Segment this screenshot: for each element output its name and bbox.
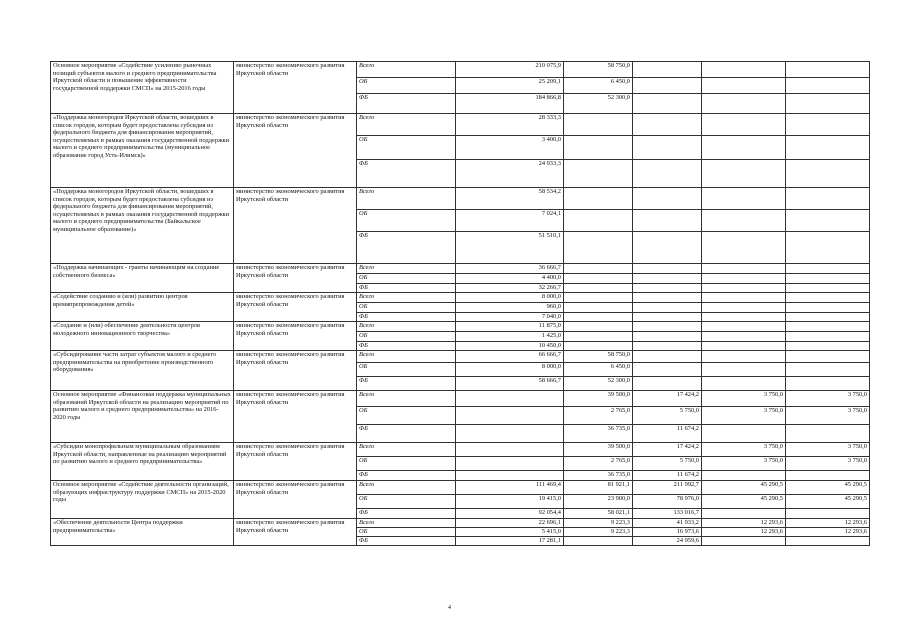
funding-source-label: ОБ [357, 78, 456, 94]
executor-name: министерство экономического развития Иркутской области [234, 188, 357, 264]
amount-cell [786, 274, 870, 284]
executor-name: министерство экономического развития Иркутской области [234, 519, 357, 546]
executor-name: министерство экономического развития Иркутской области [234, 62, 357, 114]
amount-cell: 45 290,5 [702, 481, 786, 495]
amount-cell: 111 469,4 [456, 481, 564, 495]
funding-source-label: Всего [357, 443, 456, 457]
funding-source-label: ФБ [357, 509, 456, 519]
amount-cell: 92 054,4 [456, 509, 564, 519]
amount-cell [633, 322, 702, 332]
amount-cell: 58 021,1 [564, 509, 633, 519]
amount-cell [786, 94, 870, 114]
amount-cell: 25 209,1 [456, 78, 564, 94]
amount-cell [702, 377, 786, 391]
activity-name: «Поддержка моногородов Иркутской области, вошедших в список городов, которым будет предоставлена субсидия из федерального бюджета для финансирования мероприятий, осуществляемых в рамках оказания государственной поддержки малого и среднего предпринимательства (Байкальское муниципальное образование)» [51, 188, 234, 264]
amount-cell [702, 332, 786, 342]
executor-name: министерство экономического развития Иркутской области [234, 443, 357, 481]
amount-cell: 6 450,0 [564, 363, 633, 377]
amount-cell [786, 284, 870, 293]
amount-cell [702, 210, 786, 232]
amount-cell [786, 160, 870, 188]
amount-cell [564, 232, 633, 264]
amount-cell: 211 992,7 [633, 481, 702, 495]
funding-source-label: ФБ [357, 94, 456, 114]
amount-cell: 4 400,0 [456, 274, 564, 284]
amount-cell: 5 415,0 [456, 528, 564, 537]
amount-cell: 66 666,7 [456, 351, 564, 363]
amount-cell: 8 000,0 [456, 293, 564, 303]
amount-cell: 11 674,2 [633, 425, 702, 443]
amount-cell [633, 160, 702, 188]
executor-name: министерство экономического развития Иркутской области [234, 322, 357, 351]
table-row [51, 114, 870, 136]
executor-name: министерство экономического развития Иркутской области [234, 264, 357, 293]
funding-source-label: ФБ [357, 377, 456, 391]
amount-cell: 17 424,2 [633, 391, 702, 407]
amount-cell [786, 537, 870, 546]
amount-cell: 3 750,0 [702, 391, 786, 407]
amount-cell [633, 293, 702, 303]
amount-cell: 78 976,0 [633, 495, 702, 509]
amount-cell [786, 313, 870, 322]
amount-cell: 17 281,1 [456, 537, 564, 546]
amount-cell [786, 232, 870, 264]
amount-cell: 17 424,2 [633, 443, 702, 457]
amount-cell [786, 471, 870, 481]
amount-cell [564, 293, 633, 303]
amount-cell: 184 866,8 [456, 94, 564, 114]
funding-source-label: ОБ [357, 274, 456, 284]
amount-cell: 3 750,0 [786, 391, 870, 407]
amount-cell: 133 016,7 [633, 509, 702, 519]
amount-cell [456, 407, 564, 425]
funding-source-label: Всего [357, 188, 456, 210]
amount-cell [702, 274, 786, 284]
amount-cell [786, 342, 870, 351]
amount-cell [702, 232, 786, 264]
funding-source-label: Всего [357, 62, 456, 78]
amount-cell: 58 666,7 [456, 377, 564, 391]
executor-name: министерство экономического развития Иркутской области [234, 481, 357, 519]
amount-cell [702, 313, 786, 322]
amount-cell: 22 696,1 [456, 519, 564, 528]
funding-source-label: ОБ [357, 303, 456, 313]
amount-cell: 6 450,0 [564, 78, 633, 94]
amount-cell [702, 284, 786, 293]
amount-cell: 24 933,3 [456, 160, 564, 188]
amount-cell: 12 293,6 [786, 528, 870, 537]
amount-cell [633, 210, 702, 232]
activity-name: «Субсидирование части затрат субъектов малого и среднего предпринимательства на приобретение производственного оборудования» [51, 351, 234, 391]
table-row [51, 443, 870, 457]
activity-name: Основное мероприятие «Содействие усилению рыночных позиций субъектов малого и среднего предпринимательства Иркутской области и повышение эффективности государственной поддержки СМСП» на 2015-2016 годы [51, 62, 234, 114]
table-row [51, 322, 870, 332]
funding-source-label: ФБ [357, 537, 456, 546]
amount-cell [564, 313, 633, 322]
funding-source-label: Всего [357, 391, 456, 407]
amount-cell: 2 765,0 [564, 407, 633, 425]
funding-source-label: Всего [357, 293, 456, 303]
funding-source-label: ОБ [357, 210, 456, 232]
amount-cell [564, 114, 633, 136]
amount-cell [786, 303, 870, 313]
amount-cell [702, 264, 786, 274]
funding-source-label: ОБ [357, 136, 456, 160]
amount-cell [564, 342, 633, 351]
amount-cell: 36 666,7 [456, 264, 564, 274]
amount-cell: 7 040,0 [456, 313, 564, 322]
funding-source-label: ОБ [357, 363, 456, 377]
amount-cell [786, 351, 870, 363]
amount-cell [702, 471, 786, 481]
amount-cell [633, 363, 702, 377]
amount-cell [786, 136, 870, 160]
amount-cell [786, 210, 870, 232]
amount-cell [702, 94, 786, 114]
amount-cell [633, 264, 702, 274]
amount-cell [456, 443, 564, 457]
amount-cell: 3 750,0 [786, 443, 870, 457]
amount-cell [702, 303, 786, 313]
funding-source-label: ОБ [357, 457, 456, 471]
executor-name: министерство экономического развития Иркутской области [234, 293, 357, 322]
amount-cell [786, 62, 870, 78]
funding-source-label: ФБ [357, 425, 456, 443]
table-row [51, 188, 870, 210]
amount-cell [456, 471, 564, 481]
amount-cell [564, 160, 633, 188]
amount-cell: 16 973,6 [633, 528, 702, 537]
amount-cell: 10 450,0 [456, 342, 564, 351]
amount-cell [633, 188, 702, 210]
amount-cell: 210 075,9 [456, 62, 564, 78]
amount-cell [786, 188, 870, 210]
amount-cell [786, 509, 870, 519]
funding-source-label: Всего [357, 519, 456, 528]
amount-cell [702, 160, 786, 188]
amount-cell: 9 223,3 [564, 519, 633, 528]
amount-cell [633, 62, 702, 78]
amount-cell [702, 114, 786, 136]
amount-cell [786, 264, 870, 274]
amount-cell [702, 293, 786, 303]
amount-cell: 3 750,0 [786, 407, 870, 425]
amount-cell: 3 750,0 [786, 457, 870, 471]
amount-cell [633, 351, 702, 363]
amount-cell: 58 750,0 [564, 62, 633, 78]
funding-source-label: ОБ [357, 332, 456, 342]
amount-cell [633, 94, 702, 114]
amount-cell [633, 78, 702, 94]
amount-cell [702, 62, 786, 78]
executor-name: министерство экономического развития Иркутской области [234, 391, 357, 443]
amount-cell: 28 333,3 [456, 114, 564, 136]
amount-cell [633, 114, 702, 136]
table-row [51, 264, 870, 274]
funding-source-label: ОБ [357, 528, 456, 537]
funding-source-label: ФБ [357, 284, 456, 293]
amount-cell: 3 750,0 [702, 443, 786, 457]
amount-cell [702, 322, 786, 332]
amount-cell: 8 000,0 [456, 363, 564, 377]
funding-source-label: ФБ [357, 160, 456, 188]
activity-name: «Поддержка моногородов Иркутской области, вошедших в список городов, которым будет предоставлена субсидия из федерального бюджета для финансирования мероприятий, осуществляемых в рамках оказания государственной поддержки малого и среднего предпринимательства (муниципальное образование город Усть-Илимск)» [51, 114, 234, 188]
amount-cell [702, 342, 786, 351]
amount-cell: 19 415,0 [456, 495, 564, 509]
funding-source-label: Всего [357, 264, 456, 274]
funding-source-label: Всего [357, 351, 456, 363]
amount-cell: 52 300,0 [564, 377, 633, 391]
amount-cell [786, 332, 870, 342]
amount-cell: 1 425,0 [456, 332, 564, 342]
amount-cell: 12 293,6 [786, 519, 870, 528]
amount-cell [633, 303, 702, 313]
amount-cell: 58 750,0 [564, 351, 633, 363]
amount-cell: 36 735,0 [564, 425, 633, 443]
table-row [51, 481, 870, 495]
amount-cell: 3 750,0 [702, 457, 786, 471]
amount-cell [702, 425, 786, 443]
activity-name: Основное мероприятие «Финансовая поддержка муниципальных образований Иркутской области на реализацию мероприятий по развитию малого и среднего предпринимательства» на 2016-2020 годы [51, 391, 234, 443]
table-row [51, 519, 870, 528]
amount-cell [564, 284, 633, 293]
amount-cell: 3 400,0 [456, 136, 564, 160]
amount-cell: 11 674,2 [633, 471, 702, 481]
amount-cell [633, 284, 702, 293]
amount-cell: 11 875,0 [456, 322, 564, 332]
activity-name: Основное мероприятие «Содействие деятельности организаций, образующих инфраструктуру поддержки СМСП» на 2015-2020 годы [51, 481, 234, 519]
amount-cell [633, 274, 702, 284]
activity-name: «Субсидии монопрофильным муниципальным образованиям Иркутской области, направленные на реализацию мероприятий по развитию малого и среднего предпринимательства» [51, 443, 234, 481]
amount-cell [633, 232, 702, 264]
amount-cell: 81 921,1 [564, 481, 633, 495]
funding-source-label: Всего [357, 114, 456, 136]
amount-cell [786, 78, 870, 94]
amount-cell [633, 332, 702, 342]
table-row [51, 391, 870, 407]
amount-cell: 5 750,0 [633, 457, 702, 471]
executor-name: министерство экономического развития Иркутской области [234, 114, 357, 188]
amount-cell [456, 425, 564, 443]
amount-cell [786, 114, 870, 136]
budget-table-body [51, 62, 870, 546]
amount-cell [702, 78, 786, 94]
amount-cell: 41 933,2 [633, 519, 702, 528]
amount-cell [564, 264, 633, 274]
amount-cell [633, 313, 702, 322]
funding-source-label: ФБ [357, 232, 456, 264]
funding-source-label: ФБ [357, 313, 456, 322]
amount-cell [786, 425, 870, 443]
amount-cell [786, 377, 870, 391]
amount-cell: 2 765,0 [564, 457, 633, 471]
amount-cell: 24 959,6 [633, 537, 702, 546]
amount-cell [564, 274, 633, 284]
amount-cell: 960,0 [456, 303, 564, 313]
amount-cell: 5 750,0 [633, 407, 702, 425]
amount-cell: 45 290,5 [786, 495, 870, 509]
budget-table [50, 61, 870, 546]
amount-cell: 3 750,0 [702, 407, 786, 425]
table-row [51, 62, 870, 78]
amount-cell [702, 509, 786, 519]
amount-cell: 9 223,3 [564, 528, 633, 537]
amount-cell [633, 342, 702, 351]
executor-name: министерство экономического развития Иркутской области [234, 351, 357, 391]
amount-cell [786, 363, 870, 377]
funding-source-label: ФБ [357, 342, 456, 351]
amount-cell [564, 136, 633, 160]
amount-cell [702, 351, 786, 363]
amount-cell: 12 293,6 [702, 519, 786, 528]
funding-source-label: ОБ [357, 495, 456, 509]
amount-cell: 58 534,2 [456, 188, 564, 210]
amount-cell [564, 322, 633, 332]
funding-source-label: Всего [357, 481, 456, 495]
amount-cell: 23 900,0 [564, 495, 633, 509]
amount-cell [702, 537, 786, 546]
amount-cell: 32 266,7 [456, 284, 564, 293]
table-row [51, 293, 870, 303]
amount-cell [456, 391, 564, 407]
amount-cell [702, 136, 786, 160]
page-number: 4 [448, 605, 451, 611]
activity-name: «Поддержка начинающих - гранты начинающим на создание собственного бизнеса» [51, 264, 234, 293]
amount-cell [702, 363, 786, 377]
amount-cell [633, 377, 702, 391]
funding-source-label: ОБ [357, 407, 456, 425]
table-row [51, 351, 870, 363]
amount-cell [564, 303, 633, 313]
amount-cell: 39 500,0 [564, 391, 633, 407]
amount-cell: 45 290,5 [786, 481, 870, 495]
amount-cell [702, 188, 786, 210]
amount-cell [564, 210, 633, 232]
amount-cell: 36 735,0 [564, 471, 633, 481]
funding-source-label: Всего [357, 322, 456, 332]
amount-cell: 45 290,5 [702, 495, 786, 509]
amount-cell: 52 300,0 [564, 94, 633, 114]
activity-name: «Обеспечение деятельности Центра поддержки предпринимательства» [51, 519, 234, 546]
amount-cell [564, 537, 633, 546]
amount-cell [786, 293, 870, 303]
activity-name: «Содействие созданию и (или) развитию центров времяпрепровождения детей» [51, 293, 234, 322]
amount-cell [564, 332, 633, 342]
amount-cell [456, 457, 564, 471]
amount-cell: 51 510,1 [456, 232, 564, 264]
amount-cell: 7 024,1 [456, 210, 564, 232]
amount-cell [786, 322, 870, 332]
amount-cell: 39 500,0 [564, 443, 633, 457]
activity-name: «Создание и (или) обеспечение деятельности центров молодежного инновационного творчества» [51, 322, 234, 351]
funding-source-label: ФБ [357, 471, 456, 481]
amount-cell: 12 293,6 [702, 528, 786, 537]
amount-cell [564, 188, 633, 210]
amount-cell [633, 136, 702, 160]
